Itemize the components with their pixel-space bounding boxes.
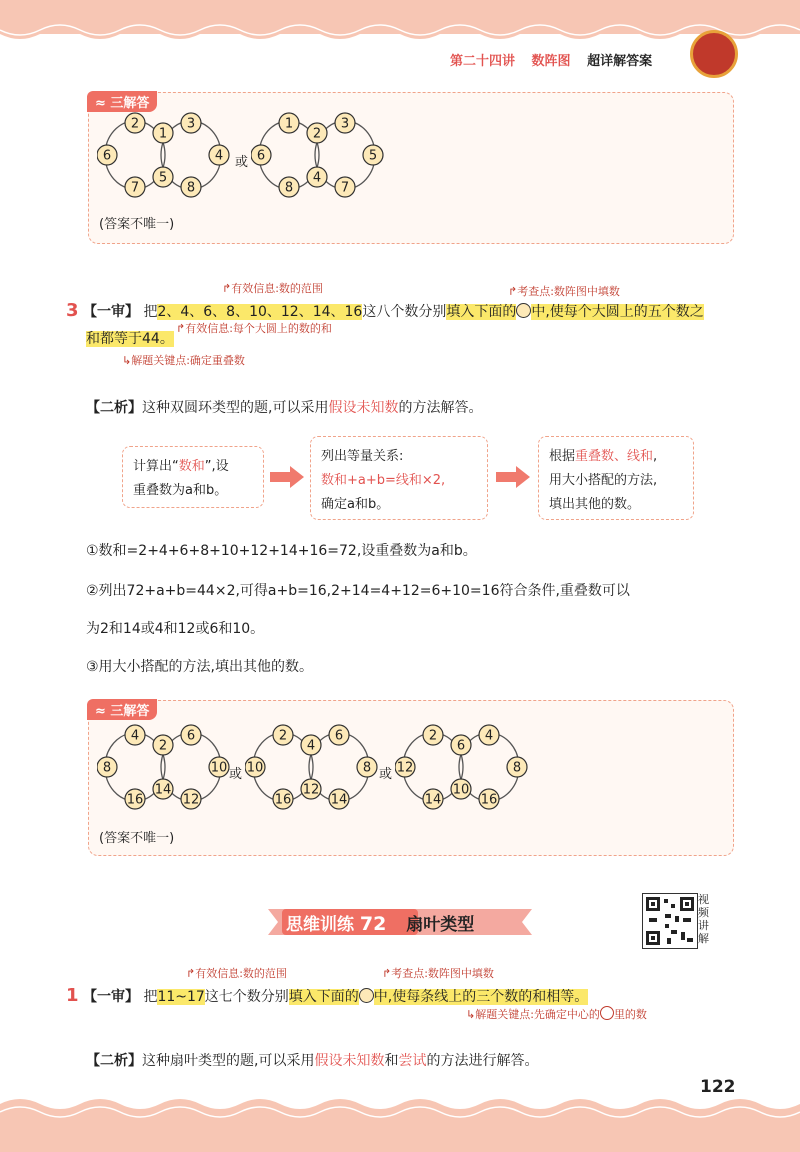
question-3-line-2 (86, 326, 174, 352)
answer-panel-1 (88, 92, 734, 244)
analysis-method-1: 假设未知数 (314, 1053, 385, 1069)
number-label-center-bottom: 4 (312, 170, 322, 186)
number-label-center-top: 2 (158, 738, 168, 754)
question-3-line-1 (66, 298, 704, 325)
circle-blank-icon (359, 988, 374, 1003)
analysis-method: 假设未知数 (328, 400, 399, 416)
number-label-bottom-right: 7 (340, 180, 350, 196)
number-label-top-left: 2 (278, 728, 288, 744)
analysis-method-2: 尝试 (398, 1053, 427, 1069)
number-label-bottom-right: 8 (186, 180, 196, 196)
section-title-b: 扇叶类型 (406, 915, 475, 935)
analysis-text-a: 这种扇叶类型的题,可以采用 (142, 1053, 315, 1069)
emblem-icon (690, 30, 738, 78)
number-label-bottom-right: 16 (480, 792, 498, 808)
number-label-bottom-left: 7 (130, 180, 140, 196)
number-label-left: 6 (256, 148, 266, 164)
number-label-left: 12 (396, 760, 414, 776)
number-label-left: 8 (102, 760, 112, 776)
circle-blank-icon (516, 303, 531, 318)
number-label-right: 8 (362, 760, 372, 776)
number-label-top-right: 3 (186, 116, 196, 132)
topic-label: 数阵图 (531, 54, 571, 69)
analysis-text-b: 的方法进行解答。 (426, 1053, 539, 1069)
flow-box-2: 列出等量关系: 数和+a+b=线和×2, 确定a和b。 (310, 436, 488, 520)
number-label-bottom-left: 16 (126, 792, 144, 808)
q1-range: 11~17 (157, 989, 205, 1005)
number-label-center-bottom: 12 (302, 782, 320, 798)
q3-text-c: 中,使每个大圆上的五个数之 (531, 304, 704, 320)
qr-code-icon[interactable] (642, 893, 698, 949)
number-label-top-left: 1 (284, 116, 294, 132)
circle-blank-icon (600, 1006, 614, 1020)
q3-numbers: 2、4、6、8、10、12、14、16 (157, 304, 363, 320)
flow-box-1: 计算出“数和”,设 重叠数为a和b。 (122, 446, 264, 508)
qr-label: 视频讲解 (698, 893, 709, 945)
number-label-bottom-left: 8 (284, 180, 294, 196)
question-number: 3 (66, 300, 79, 321)
number-label-bottom-left: 16 (274, 792, 292, 808)
q1-text-b: 这七个数分别 (204, 989, 289, 1005)
analysis-and: 和 (384, 1053, 399, 1069)
or-label: 或 (229, 767, 243, 782)
flow-box-3: 根据重叠数、线和, 用大小搭配的方法, 填出其他的数。 (538, 436, 694, 520)
top-wave-border (0, 0, 800, 48)
ring-diagram-1a (97, 111, 237, 199)
wave-icon: ≈ (95, 704, 111, 719)
analysis-label: 【二析】 (86, 400, 142, 416)
or-label: 或 (379, 767, 393, 782)
ring-diagram-2a (97, 723, 237, 813)
number-label-top-left: 2 (428, 728, 438, 744)
page-number: 122 (700, 1077, 736, 1097)
arrow-right-icon (270, 466, 306, 488)
annotation-key-point-1: ↳解题关键点:确定重叠数 (122, 354, 245, 367)
number-label-center-top: 6 (456, 738, 466, 754)
step-1: ①数和=2+4+6+8+10+12+14+16=72,设重叠数为a和b。 (86, 543, 477, 559)
page-header (450, 50, 652, 69)
answer-note: (答案不唯一) (99, 831, 175, 846)
q1-text-a: 把 (143, 989, 158, 1005)
number-label-top-right: 4 (484, 728, 494, 744)
annotation-valid-info-2: ↱有效信息:每个大圆上的数的和 (176, 322, 332, 335)
number-label-right: 4 (214, 148, 224, 164)
number-label-center-top: 4 (306, 738, 316, 754)
question-label: 【一审】 (82, 304, 139, 320)
step-2b: 为2和14或4和12或6和10。 (86, 621, 265, 637)
bottom-wave-border (0, 1090, 800, 1152)
number-label-left: 6 (102, 148, 112, 164)
answer-tag (87, 699, 157, 720)
question-label: 【一审】 (82, 989, 139, 1005)
answer-tag-label: 三解答 (110, 704, 150, 719)
answer-panel-2 (88, 700, 734, 856)
section-title-num: 72 (359, 913, 387, 935)
number-label-right: 8 (512, 760, 522, 776)
number-label-center-bottom: 14 (154, 782, 172, 798)
ring-diagram-2b (245, 723, 385, 813)
annotation-valid-info-3: ↱有效信息:数的范围 (186, 967, 287, 980)
q3-text-b: 这八个数分别 (362, 304, 447, 320)
question-number: 1 (66, 985, 79, 1006)
q1-text-c: 中,使每条线上的三个数的和相等。 (373, 989, 589, 1005)
number-label-bottom-right: 14 (330, 792, 348, 808)
number-label-top-right: 3 (340, 116, 350, 132)
annotation-test-point-2: ↱考查点:数阵图中填数 (382, 967, 494, 980)
annotation-key-point-2: ↳解题关键点:先确定中心的 里的数 (466, 1008, 647, 1021)
answer-note: (答案不唯一) (99, 217, 175, 232)
wave-icon: ≈ (95, 96, 111, 111)
annotation-valid-info-1: ↱有效信息:数的范围 (222, 282, 323, 295)
number-label-center-top: 1 (158, 126, 168, 142)
q1-fill: 填入下面的 (288, 989, 359, 1005)
number-label-center-top: 2 (312, 126, 322, 142)
section-title-a: 思维训练 (286, 915, 354, 935)
number-label-right: 5 (368, 148, 378, 164)
number-label-top-left: 2 (130, 116, 140, 132)
number-label-center-bottom: 10 (452, 782, 470, 798)
number-label-top-right: 6 (186, 728, 196, 744)
q3-text-a: 把 (143, 304, 158, 320)
number-label-left: 10 (246, 760, 264, 776)
number-label-right: 10 (210, 760, 228, 776)
arrow-right-icon (496, 466, 532, 488)
q3-line2: 和都等于44。 (86, 331, 174, 347)
answer-tag (87, 91, 157, 112)
or-label: 或 (235, 155, 249, 170)
ring-diagram-2c (395, 723, 535, 813)
answer-tag-label: 三解答 (110, 96, 150, 111)
annotation-test-point-1: ↱考查点:数阵图中填数 (508, 285, 620, 298)
analysis-label: 【二析】 (86, 1053, 142, 1069)
analysis-3 (86, 397, 482, 417)
number-label-top-right: 6 (334, 728, 344, 744)
section-title (286, 910, 474, 935)
number-label-bottom-left: 14 (424, 792, 442, 808)
analysis-1 (86, 1050, 538, 1070)
book-label: 超详解答案 (587, 54, 653, 69)
analysis-text-a: 这种双圆环类型的题,可以采用 (142, 400, 329, 416)
step-2: ②列出72+a+b=44×2,可得a+b=16,2+14=4+12=6+10=16符合条件,重叠数可以 (86, 583, 630, 599)
number-label-top-left: 4 (130, 728, 140, 744)
step-3: ③用大小搭配的方法,填出其他的数。 (86, 659, 314, 675)
lecture-label: 第二十四讲 (450, 54, 516, 69)
q3-fill: 填入下面的 (446, 304, 517, 320)
ring-diagram-1b (251, 111, 391, 199)
number-label-bottom-right: 12 (182, 792, 200, 808)
analysis-text-b: 的方法解答。 (398, 400, 483, 416)
number-label-center-bottom: 5 (158, 170, 168, 186)
